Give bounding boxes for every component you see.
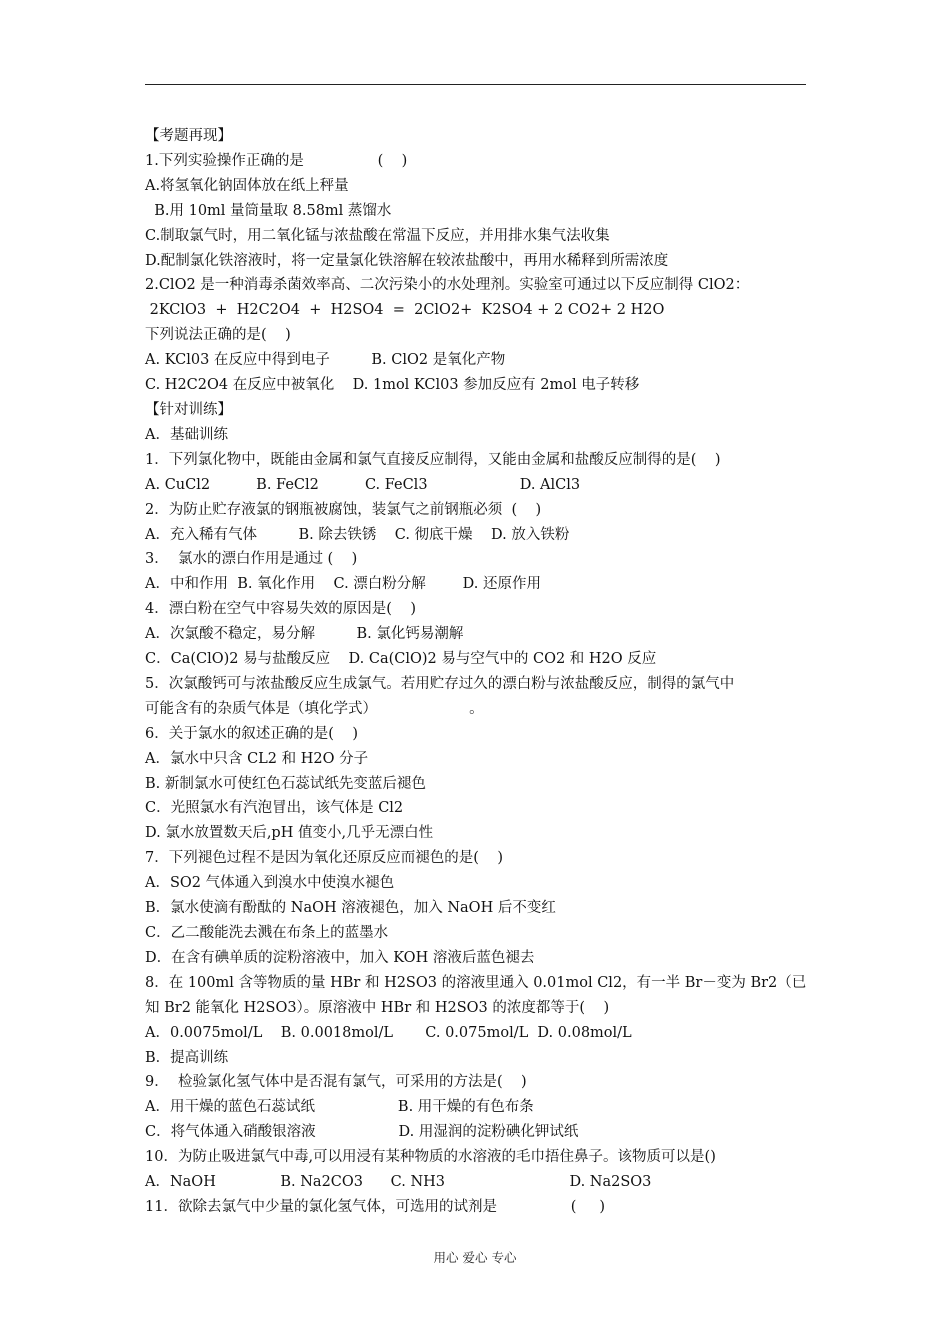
text-line: B．提高训练: [145, 1049, 229, 1066]
text-line: C.制取氯气时，用二氧化锰与浓盐酸在常温下反应，并用排水集气法收集: [145, 227, 610, 244]
text-line: 下列说法正确的是( ): [145, 327, 291, 344]
text-line: 4．漂白粉在空气中容易失效的原因是( ): [145, 601, 416, 618]
text-line: 1．下列氯化物中，既能由金属和氯气直接反应制得，又能由金属和盐酸反应制得的是( ): [145, 451, 721, 468]
text-line: A．中和作用 B. 氧化作用 C. 漂白粉分解 D. 还原作用: [145, 576, 541, 593]
text-line: 知 Br2 能氧化 H2SO3）。原溶液中 HBr 和 H2SO3 的浓度都等于( ): [145, 999, 610, 1016]
text-line: A．基础训练: [145, 426, 228, 443]
text-line: C．光照氯水有汽泡冒出，该气体是 Cl2: [145, 800, 404, 817]
text-line: 1.下列实验操作正确的是 ( ): [145, 152, 408, 169]
text-line: A.将氢氧化钠固体放在纸上秤量: [145, 177, 349, 194]
text-line: 6．关于氯水的叙述正确的是( ): [145, 725, 358, 742]
text-line: 5．次氯酸钙可与浓盐酸反应生成氯气。若用贮存过久的漂白粉与浓盐酸反应，制得的氯气中: [145, 675, 735, 692]
text-line: B．氯水使滴有酚酞的 NaOH 溶液褪色，加入 NaOH 后不变红: [145, 900, 556, 917]
text-line: C．将气体通入硝酸银溶液 D. 用湿润的淀粉碘化钾试纸: [145, 1124, 579, 1141]
text-line: 8．在 100ml 含等物质的量 HBr 和 H2SO3 的溶液里通入 0.01mol Cl2，有一半 Br－变为 Br2（已: [145, 974, 807, 991]
text-line: A．NaOH B. Na2CO3 C. NH3 D. Na2SO3: [145, 1174, 652, 1191]
text-line: C．乙二酸能洗去溅在布条上的蓝墨水: [145, 925, 389, 941]
text-line: C．Ca(ClO)2 易与盐酸反应 D. Ca(ClO)2 易与空气中的 CO2 和 H2O 反应: [145, 651, 657, 668]
text-line: 2KClO3 + H2C2O4 + H2SO4 = 2ClO2+ K2SO4 + 2 CO2+ 2 H2O: [145, 302, 665, 319]
text-line: D.配制氯化铁溶液时，将一定量氯化铁溶解在较浓盐酸中，再用水稀释到所需浓度: [145, 252, 669, 269]
header-rule: [145, 84, 806, 85]
text-line: D. 氯水放置数天后,pH 值变小,几乎无漂白性: [145, 825, 434, 842]
text-line: C. H2C2O4 在反应中被氧化 D. 1mol KCl03 参加反应有 2mol 电子转移: [145, 377, 640, 394]
text-line: 【考题再现】: [145, 128, 232, 144]
text-line: 3． 氯水的漂白作用是通过 ( ): [145, 551, 358, 568]
text-line: D．在含有碘单质的淀粉溶液中，加入 KOH 溶液后蓝色褪去: [145, 949, 535, 966]
text-line: 【针对训练】: [145, 401, 232, 418]
text-line: A．用干燥的蓝色石蕊试纸 B. 用干燥的有色布条: [145, 1099, 534, 1116]
text-line: A．0.0075mol/L B. 0.0018mol/L C. 0.075mol/L D. 0.08mol/L: [145, 1024, 632, 1041]
text-line: A．充入稀有气体 B. 除去铁锈 C. 彻底干燥 D. 放入铁粉: [145, 526, 570, 543]
text-line: A．SO2 气体通入到溴水中使溴水褪色: [145, 875, 395, 892]
text-line: 可能含有的杂质气体是（填化学式） 。: [145, 700, 484, 717]
document-body: [145, 124, 810, 1220]
text-line: A. KCl03 在反应中得到电子 B. ClO2 是氧化产物: [145, 352, 506, 369]
text-line: 10．为防止吸进氯气中毒,可以用浸有某种物质的水溶液的毛巾捂住鼻子。该物质可以是(): [145, 1149, 716, 1166]
text-line: 11．欲除去氯气中少量的氯化氢气体，可选用的试剂是 ( ): [145, 1198, 606, 1215]
text-line: 9． 检验氯化氢气体中是否混有氯气，可采用的方法是( ): [145, 1074, 527, 1091]
text-line: B.用 10ml 量筒量取 8.58ml 蒸馏水: [145, 202, 392, 219]
text-line: A. CuCl2 B. FeCl2 C. FeCl3 D. AlCl3: [145, 476, 581, 493]
text-line: A．氯水中只含 CL2 和 H2O 分子: [145, 750, 369, 767]
text-line: A．次氯酸不稳定，易分解 B. 氯化钙易潮解: [145, 626, 464, 643]
page-footer: 用心 爱心 专心: [433, 1250, 517, 1265]
text-line: 2．为防止贮存液氯的钢瓶被腐蚀，装氯气之前钢瓶必须 ( ): [145, 501, 542, 518]
text-line: B. 新制氯水可使红色石蕊试纸先变蓝后褪色: [145, 775, 426, 792]
text-line: 7．下列褪色过程不是因为氧化还原反应而褪色的是( ): [145, 850, 503, 867]
text-line: 2.ClO2 是一种消毒杀菌效率高、二次污染小的水处理剂。实验室可通过以下反应制得 ClO2：: [145, 277, 750, 294]
